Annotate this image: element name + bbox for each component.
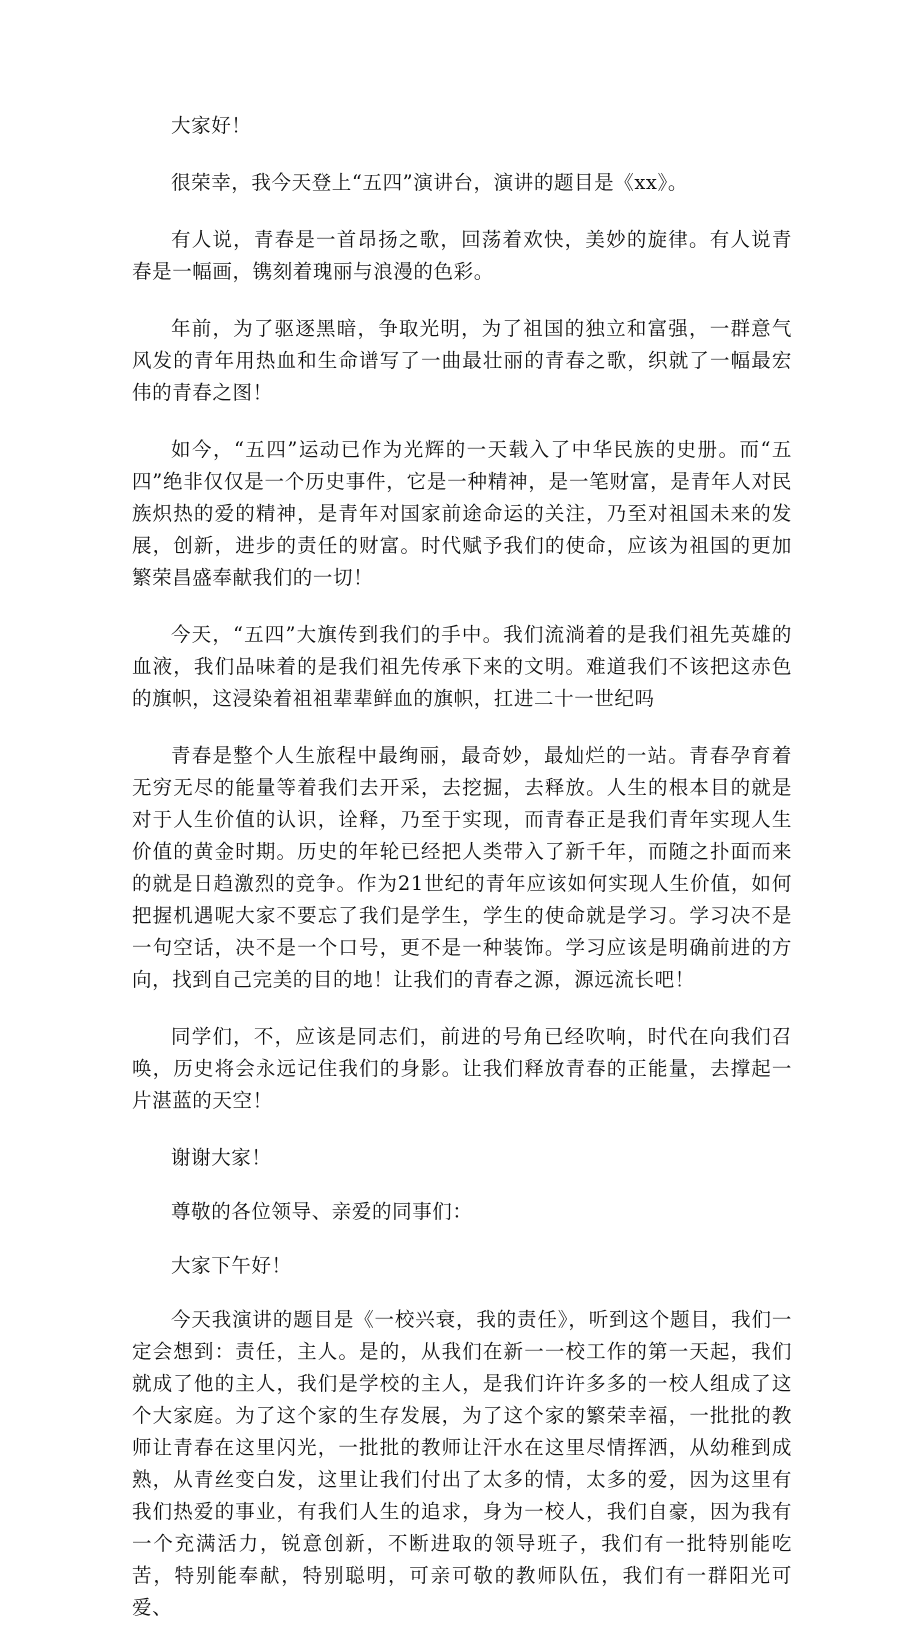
paragraph-salutation: 尊敬的各位领导、亲爱的同事们： bbox=[171, 1200, 473, 1223]
paragraph-afternoon-greeting: 大家下午好！ bbox=[171, 1254, 292, 1277]
paragraph-years-ago: 年前，为了驱逐黑暗，争取光明，为了祖国的独立和富强，一群意气风发的青年用热血和生命谱写了一曲最壮丽的青春之歌，织就了一幅最宏伟的青春之图！ bbox=[132, 317, 792, 404]
paragraph-greeting: 大家好！ bbox=[171, 114, 252, 137]
paragraph-youth-song: 有人说，青春是一首昂扬之歌，回荡着欢快，美妙的旋律。有人说青春是一幅画，镌刻着瑰丽与浪漫的色彩。 bbox=[132, 228, 792, 283]
paragraph-title-intro: 很荣幸，我今天登上“五四”演讲台，演讲的题目是《xx》。 bbox=[171, 171, 688, 194]
paragraph-comrades: 同学们，不，应该是同志们，前进的号角已经吹响，时代在向我们召唤，历史将会永远记住我们的身影。让我们释放青春的正能量，去撑起一片湛蓝的天空！ bbox=[132, 1025, 792, 1112]
paragraph-may-fourth-spirit: 如今，“五四”运动已作为光辉的一天载入了中华民族的史册。而“五四”绝非仅仅是一个历史事件，它是一种精神，是一笔财富，是青年人对民族炽热的爱的精神，是青年对国家前途命运的关注，乃至对祖国未来的发展，创新，进步的责任的财富。时代赋予我们的使命，应该为祖国的更加繁荣昌盛奉献我们的一切！ bbox=[132, 438, 792, 589]
paragraph-thanks: 谢谢大家！ bbox=[171, 1146, 272, 1169]
paragraph-youth-journey: 青春是整个人生旅程中最绚丽，最奇妙，最灿烂的一站。青春孕育着无穷无尽的能量等着我们去开采，去挖掘，去释放。人生的根本目的就是对于人生价值的认识，诠释，乃至于实现，而青春正是我们青年实现人生价值的黄金时期。历史的年轮已经把人类带入了新千年，而随之扑面而来的就是日趋激烈的竞争。作为21世纪的青年应该如何实现人生价值，如何把握机遇呢大家不要忘了我们是学生，学生的使命就是学习。学习决不是一句空话，决不是一个口号，更不是一种装饰。学习应该是明确前进的方向，找到自己完美的目的地！让我们的青春之源，源远流长吧！ bbox=[132, 744, 792, 991]
speech-text bbox=[132, 110, 792, 1649]
paragraph-banner: 今天，“五四”大旗传到我们的手中。我们流淌着的是我们祖先英雄的血液，我们品味着的是我们祖先传承下来的文明。难道我们不该把这赤色的旗帜，这浸染着祖祖辈辈鲜血的旗帜，扛进二十一世纪吗 bbox=[132, 623, 792, 710]
paragraph-school-responsibility: 今天我演讲的题目是《一校兴衰，我的责任》，听到这个题目，我们一定会想到：责任，主人。是的，从我们在新一一校工作的第一天起，我们就成了他的主人，我们是学校的主人，是我们许许多多的一校人组成了这个大家庭。为了这个家的生存发展，为了这个家的繁荣幸福，一批批的教师让青春在这里闪光，一批批的教师让汗水在这里尽情挥洒，从幼稚到成熟，从青丝变白发，这里让我们付出了太多的情，太多的爱，因为这里有我们热爱的事业，有我们人生的追求，身为一校人，我们自豪，因为我有一个充满活力，锐意创新，不断进取的领导班子，我们有一批特别能吃苦，特别能奉献，特别聪明，可亲可敬的教师队伍，我们有一群阳光可爱、 bbox=[132, 1308, 792, 1619]
